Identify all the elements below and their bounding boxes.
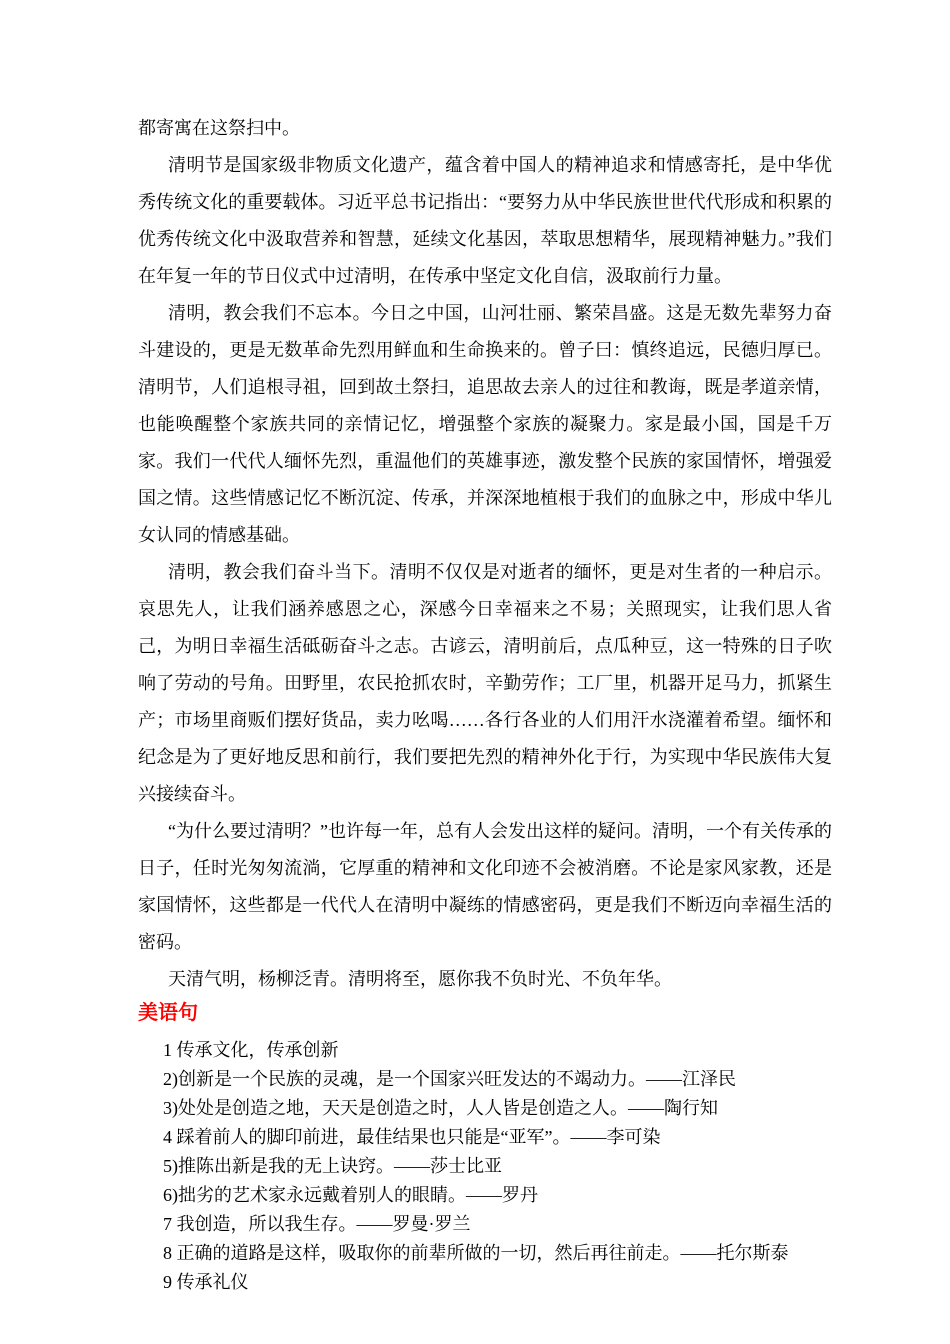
- quote-item: 5)推陈出新是我的无上诀窍。——莎士比亚: [163, 1156, 502, 1176]
- paragraph-striving: 清明，教会我们奋斗当下。清明不仅仅是对逝者的缅怀，更是对生者的一种启示。哀思先人，让我们涵养感恩之心，深感今日幸福来之不易；关照现实，让我们思人省己，为明日幸福生活砥砺奋斗之志。古谚云，清明前后，点瓜种豆，这一特殊的日子吹响了劳动的号角。田野里，农民抢抓农时，辛勤劳作；工厂里，机器开足马力，抓紧生产；市场里商贩们摆好货品，卖力吆喝……各行各业的人们用汗水浇灌着希望。缅怀和纪念是为了更好地反思和前行，我们要把先烈的精神外化于行，为实现中华民族伟大复兴接续奋斗。: [138, 562, 832, 804]
- paragraph-continuation: 都寄寓在这祭扫中。: [138, 118, 300, 138]
- quote-item: 1 传承文化，传承创新: [163, 1040, 339, 1060]
- paragraph-closing-wish: 天清气明，杨柳泛青。清明将至，愿你我不负时光、不负年华。: [168, 969, 672, 989]
- quote-item: 3)处处是创造之地，天天是创造之时，人人皆是创造之人。——陶行知: [163, 1098, 718, 1118]
- quote-item: 7 我创造，所以我生存。——罗曼·罗兰: [163, 1214, 471, 1234]
- quote-item: 8 正确的道路是这样，吸取你的前辈所做的一切，然后再往前走。——托尔斯泰: [163, 1243, 789, 1263]
- quote-item: 4 踩着前人的脚印前进，最佳结果也只能是“亚军”。——李可染: [163, 1127, 661, 1147]
- section-heading: 美语句: [138, 1002, 198, 1024]
- paragraph-remembrance: 清明，教会我们不忘本。今日之中国，山河壮丽、繁荣昌盛。这是无数先辈努力奋斗建设的，更是无数革命先烈用鲜血和生命换来的。曾子曰：慎终追远，民德归厚已。清明节，人们追根寻祖，回到故土祭扫，追思故去亲人的过往和教诲，既是孝道亲情，也能唤醒整个家族共同的亲情记忆，增强整个家族的凝聚力。家是最小国，国是千万家。我们一代代人缅怀先烈，重温他们的英雄事迹，激发整个民族的家国情怀，增强爱国之情。这些情感记忆不断沉淀、传承，并深深地植根于我们的血脉之中，形成中华儿女认同的情感基础。: [138, 303, 832, 545]
- quote-list: [138, 1036, 832, 1297]
- quote-item: 6)拙劣的艺术家永远戴着别人的眼睛。——罗丹: [163, 1185, 538, 1205]
- paragraph-heritage: 清明节是国家级非物质文化遗产，蕴含着中国人的精神追求和情感寄托，是中华优秀传统文化的重要载体。习近平总书记指出：“要努力从中华民族世世代代形成和积累的优秀传统文化中汲取营养和智慧，延续文化基因，萃取思想精华，展现精神魅力。”我们在年复一年的节日仪式中过清明，在传承中坚定文化自信，汲取前行力量。: [138, 155, 832, 286]
- paragraph-why-qingming: “为什么要过清明？”也许每一年，总有人会发出这样的疑问。清明，一个有关传承的日子，任时光匆匆流淌，它厚重的精神和文化印迹不会被消磨。不论是家风家教，还是家国情怀，这些都是一代代人在清明中凝练的情感密码，更是我们不断迈向幸福生活的密码。: [138, 821, 832, 952]
- quote-item: 9 传承礼仪: [163, 1272, 249, 1292]
- quote-item: 2)创新是一个民族的灵魂，是一个国家兴旺发达的不竭动力。——江泽民: [163, 1069, 736, 1089]
